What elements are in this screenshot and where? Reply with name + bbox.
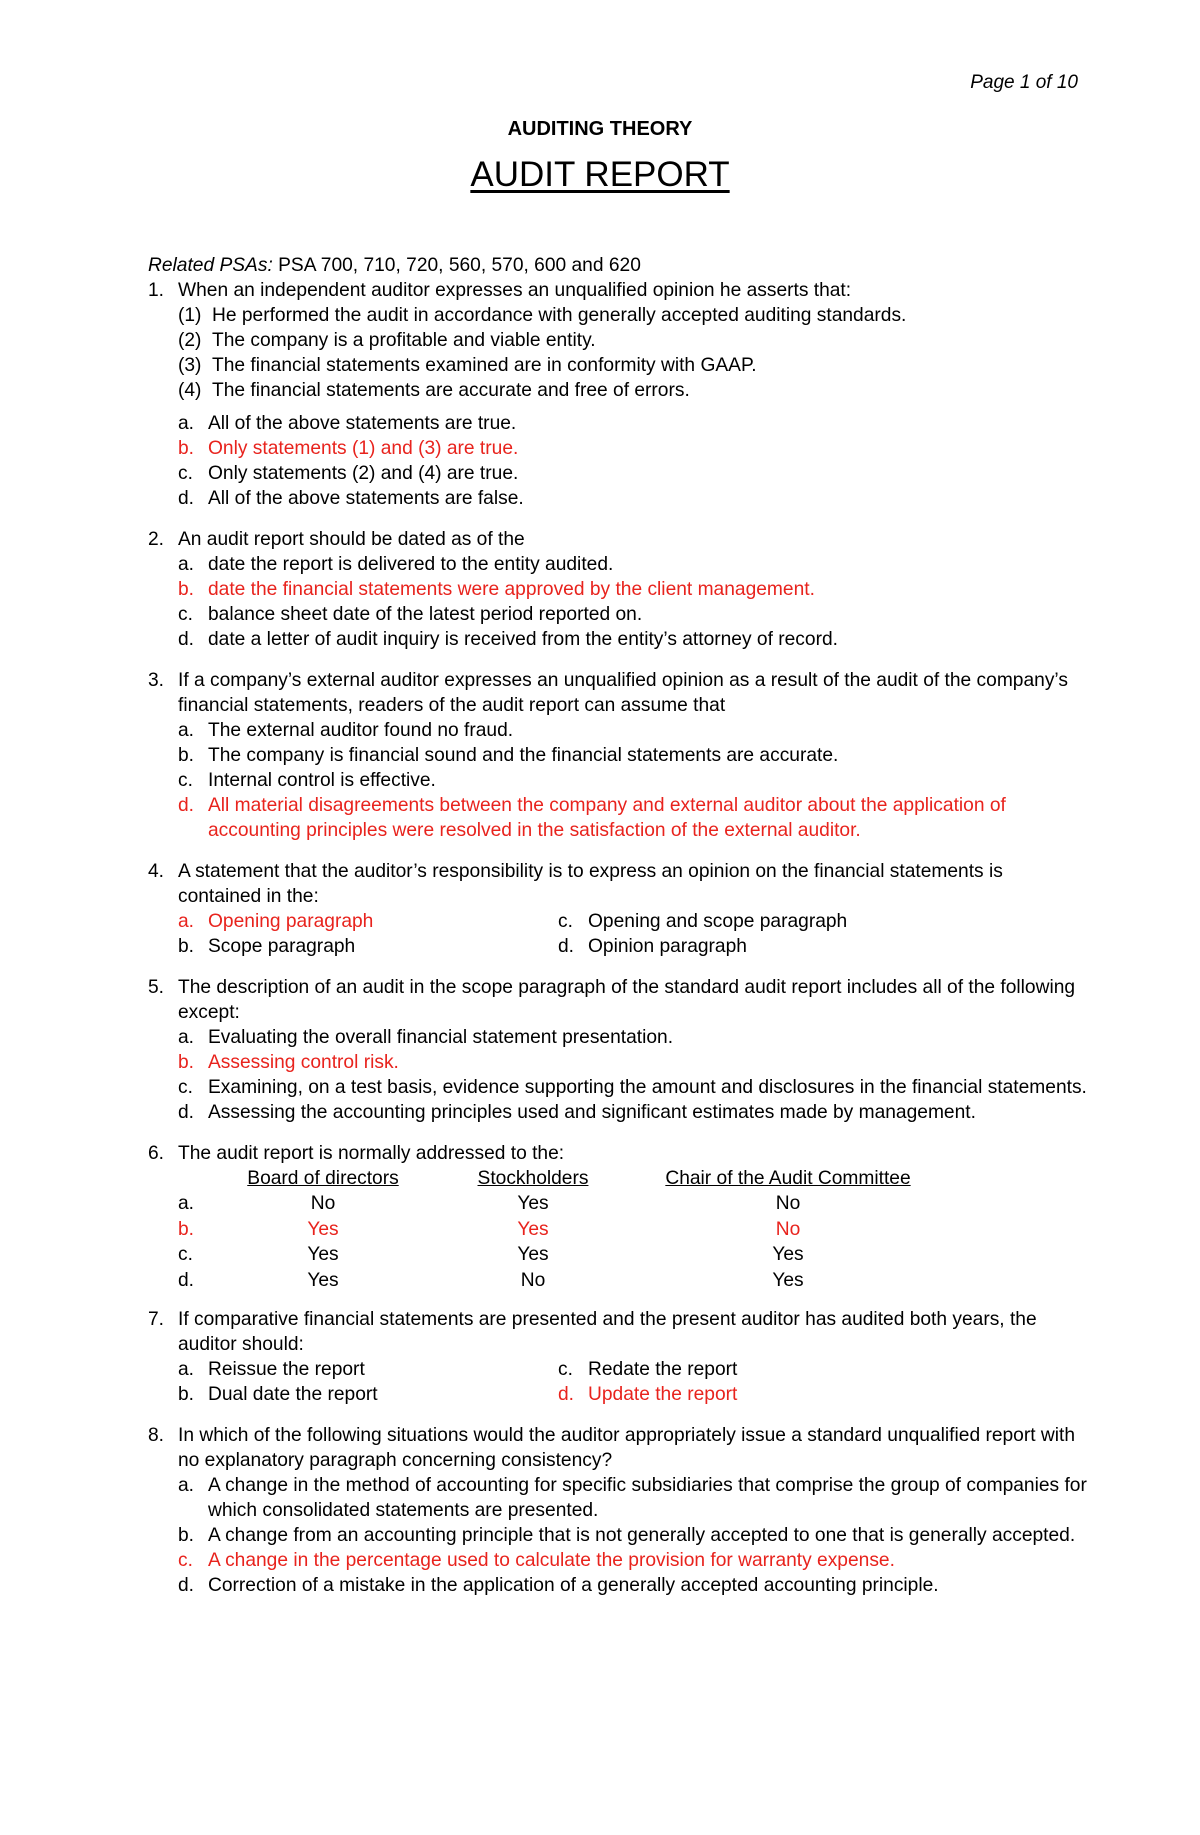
option-letter: a. bbox=[178, 413, 195, 434]
answer-option bbox=[178, 1025, 1088, 1050]
question-7 bbox=[148, 1307, 1088, 1407]
answer-option bbox=[178, 602, 1088, 627]
option-text: The company is financial sound and the financial statements are accurate. bbox=[208, 745, 839, 766]
answer-option bbox=[558, 1382, 737, 1407]
question-number: 2. bbox=[148, 529, 165, 550]
option-letter: b. bbox=[178, 579, 195, 600]
answer-option bbox=[558, 934, 747, 959]
statement-number: (3) bbox=[178, 355, 202, 376]
option-text: Dual date the report bbox=[208, 1384, 378, 1405]
option-letter: b. bbox=[178, 1052, 195, 1073]
answer-option bbox=[558, 909, 847, 934]
option-text: Assessing the accounting principles used and significant estimates made by management. bbox=[208, 1102, 976, 1123]
answer-option bbox=[178, 1523, 1088, 1548]
answer-option bbox=[178, 718, 1088, 743]
option-text: Opening and scope paragraph bbox=[588, 911, 848, 932]
statement-item bbox=[178, 353, 1088, 378]
page-number: Page 1 of 10 bbox=[970, 72, 1078, 93]
option-text: balance sheet date of the latest period reported on. bbox=[208, 604, 643, 625]
option-text: All of the above statements are false. bbox=[208, 488, 524, 509]
answer-option bbox=[178, 486, 1088, 511]
option-text: Redate the report bbox=[588, 1359, 738, 1380]
statement-number: (1) bbox=[178, 305, 202, 326]
option-text: date the report is delivered to the entity audited. bbox=[208, 554, 614, 575]
answer-option bbox=[178, 1473, 1088, 1523]
answer-option bbox=[178, 1075, 1088, 1100]
questions-body bbox=[148, 253, 1088, 1598]
question-text: In which of the following situations would the auditor appropriately issue a standard unqualified report with no explanatory paragraph concerning consistency? bbox=[178, 1425, 1076, 1471]
option-text: Evaluating the overall financial statement presentation. bbox=[208, 1027, 674, 1048]
option-text: Opinion paragraph bbox=[588, 936, 747, 957]
answer-option bbox=[178, 627, 1088, 652]
related-psas bbox=[148, 253, 1088, 278]
question-number: 5. bbox=[148, 977, 165, 998]
question-5 bbox=[148, 975, 1088, 1125]
table-cell: No bbox=[520, 1269, 546, 1291]
option-letter: b. bbox=[178, 1384, 195, 1405]
option-letter: b. bbox=[178, 745, 195, 766]
answer-option bbox=[178, 552, 1088, 577]
statement-item bbox=[178, 303, 1088, 328]
answer-option bbox=[178, 436, 1088, 461]
question-text: If comparative financial statements are presented and the present auditor has audited both years, the auditor should: bbox=[178, 1309, 1037, 1355]
answer-option bbox=[178, 793, 1088, 843]
table-cell: Yes bbox=[307, 1218, 339, 1240]
option-text: Examining, on a test basis, evidence supporting the amount and disclosures in the financial statements. bbox=[208, 1077, 1087, 1098]
question-text: A statement that the auditor’s responsibility is to express an opinion on the financial statements is contained in the: bbox=[178, 861, 1003, 907]
question-text: If a company’s external auditor expresses an unqualified opinion as a result of the audit of the company’s financial statements, readers of the audit report can assume that bbox=[178, 670, 1068, 716]
question-3 bbox=[148, 668, 1088, 843]
answer-option bbox=[178, 461, 1088, 486]
question-text: When an independent auditor expresses an unqualified opinion he asserts that: bbox=[178, 280, 852, 301]
statement-number: (4) bbox=[178, 380, 202, 401]
option-letter: b. bbox=[178, 438, 195, 459]
subject-heading: AUDITING THEORY bbox=[507, 118, 693, 140]
question-number: 7. bbox=[148, 1309, 165, 1330]
row-letter: a. bbox=[178, 1193, 195, 1215]
answer-option bbox=[178, 1382, 558, 1407]
row-letter: c. bbox=[178, 1244, 193, 1266]
table-row bbox=[178, 1217, 933, 1243]
option-letter: c. bbox=[178, 1550, 193, 1571]
option-letter: c. bbox=[178, 463, 193, 484]
answer-option bbox=[558, 1357, 737, 1382]
option-text: date a letter of audit inquiry is received from the entity’s attorney of record. bbox=[208, 629, 838, 650]
option-letter: c. bbox=[178, 770, 193, 791]
question-1 bbox=[148, 278, 1088, 511]
option-letter: a. bbox=[178, 720, 195, 741]
related-psas-value: PSA 700, 710, 720, 560, 570, 600 and 620 bbox=[272, 255, 641, 276]
table-cell: Yes bbox=[517, 1244, 549, 1266]
answer-option bbox=[178, 1357, 558, 1382]
statement-number: (2) bbox=[178, 330, 202, 351]
option-text: A change from an accounting principle that is not generally accepted to one that is generally accepted. bbox=[208, 1525, 1076, 1546]
question-text: An audit report should be dated as of the bbox=[178, 529, 525, 550]
table-cell: No bbox=[775, 1218, 801, 1240]
answer-option bbox=[178, 743, 1088, 768]
option-text: Internal control is effective. bbox=[208, 770, 436, 791]
option-letter: d. bbox=[558, 936, 575, 957]
option-text: date the financial statements were approved by the client management. bbox=[208, 579, 815, 600]
row-letter: b. bbox=[178, 1218, 195, 1240]
option-letter: a. bbox=[178, 1475, 195, 1496]
option-letter: b. bbox=[178, 936, 195, 957]
answer-option bbox=[178, 577, 1088, 602]
option-text: All of the above statements are true. bbox=[208, 413, 517, 434]
question-text: The audit report is normally addressed to the: bbox=[178, 1143, 565, 1164]
option-letter: b. bbox=[178, 1525, 195, 1546]
statement-text: The financial statements examined are in conformity with GAAP. bbox=[212, 355, 757, 376]
table-cell: Yes bbox=[772, 1269, 804, 1291]
option-letter: c. bbox=[558, 911, 573, 932]
table-cell: No bbox=[775, 1193, 801, 1215]
column-header: Chair of the Audit Committee bbox=[665, 1168, 911, 1189]
question-4 bbox=[148, 859, 1088, 959]
option-text: Scope paragraph bbox=[208, 936, 356, 957]
question-number: 3. bbox=[148, 670, 165, 691]
answer-option bbox=[178, 1548, 1088, 1573]
option-text: The external auditor found no fraud. bbox=[208, 720, 514, 741]
question-8 bbox=[148, 1423, 1088, 1598]
answer-option bbox=[178, 934, 558, 959]
option-letter: d. bbox=[178, 488, 195, 509]
option-letter: c. bbox=[178, 604, 193, 625]
answer-option bbox=[178, 1100, 1088, 1125]
option-text: Reissue the report bbox=[208, 1359, 365, 1380]
answer-option bbox=[178, 1050, 1088, 1075]
question-number: 4. bbox=[148, 861, 165, 882]
option-letter: a. bbox=[178, 1027, 195, 1048]
option-text: Assessing control risk. bbox=[208, 1052, 399, 1073]
answer-table bbox=[178, 1166, 933, 1293]
option-letter: c. bbox=[178, 1077, 193, 1098]
option-letter: a. bbox=[178, 1359, 195, 1380]
question-2 bbox=[148, 527, 1088, 652]
option-text: A change in the method of accounting for specific subsidiaries that comprise the group of companies for which consolidated statements are presented. bbox=[208, 1475, 1087, 1521]
table-row bbox=[178, 1242, 933, 1268]
question-text: The description of an audit in the scope paragraph of the standard audit report includes all of the following except: bbox=[178, 977, 1076, 1023]
option-letter: a. bbox=[178, 911, 195, 932]
table-row bbox=[178, 1268, 933, 1294]
option-text: Only statements (2) and (4) are true. bbox=[208, 463, 519, 484]
answer-option bbox=[178, 768, 1088, 793]
option-text: Only statements (1) and (3) are true. bbox=[208, 438, 519, 459]
table-cell: Yes bbox=[517, 1218, 549, 1240]
question-6 bbox=[148, 1141, 1088, 1293]
statement-text: He performed the audit in accordance with generally accepted auditing standards. bbox=[212, 305, 907, 326]
question-number: 1. bbox=[148, 280, 165, 301]
option-text: Opening paragraph bbox=[208, 911, 374, 932]
column-header: Board of directors bbox=[247, 1168, 399, 1189]
table-cell: Yes bbox=[307, 1244, 339, 1266]
table-cell: Yes bbox=[307, 1269, 339, 1291]
row-letter: d. bbox=[178, 1269, 195, 1291]
option-text: A change in the percentage used to calculate the provision for warranty expense. bbox=[208, 1550, 895, 1571]
option-letter: d. bbox=[178, 1575, 195, 1596]
option-letter: c. bbox=[558, 1359, 573, 1380]
related-psas-label: Related PSAs: bbox=[148, 255, 273, 276]
table-cell: Yes bbox=[517, 1193, 549, 1215]
table-cell: Yes bbox=[772, 1244, 804, 1266]
table-cell: No bbox=[310, 1193, 336, 1215]
question-number: 6. bbox=[148, 1143, 165, 1164]
question-number: 8. bbox=[148, 1425, 165, 1446]
table-row bbox=[178, 1191, 933, 1217]
page-title bbox=[0, 155, 1200, 195]
page-title-text: AUDIT REPORT bbox=[470, 155, 730, 194]
option-text: Correction of a mistake in the application of a generally accepted accounting principle. bbox=[208, 1575, 939, 1596]
option-text: Update the report bbox=[588, 1384, 738, 1405]
option-text: All material disagreements between the company and external auditor about the application of accounting principles were resolved in the satisfaction of the external auditor. bbox=[208, 795, 1006, 841]
option-letter: d. bbox=[558, 1384, 575, 1405]
answer-option bbox=[178, 1573, 1088, 1598]
statement-text: The company is a profitable and viable entity. bbox=[212, 330, 596, 351]
option-letter: d. bbox=[178, 629, 195, 650]
option-letter: a. bbox=[178, 554, 195, 575]
answer-option bbox=[178, 909, 558, 934]
option-letter: d. bbox=[178, 1102, 195, 1123]
statement-item bbox=[178, 328, 1088, 353]
column-header: Stockholders bbox=[477, 1168, 589, 1189]
answer-option bbox=[178, 411, 1088, 436]
statement-text: The financial statements are accurate and free of errors. bbox=[212, 380, 690, 401]
statement-item bbox=[178, 378, 1088, 403]
option-letter: d. bbox=[178, 795, 195, 816]
